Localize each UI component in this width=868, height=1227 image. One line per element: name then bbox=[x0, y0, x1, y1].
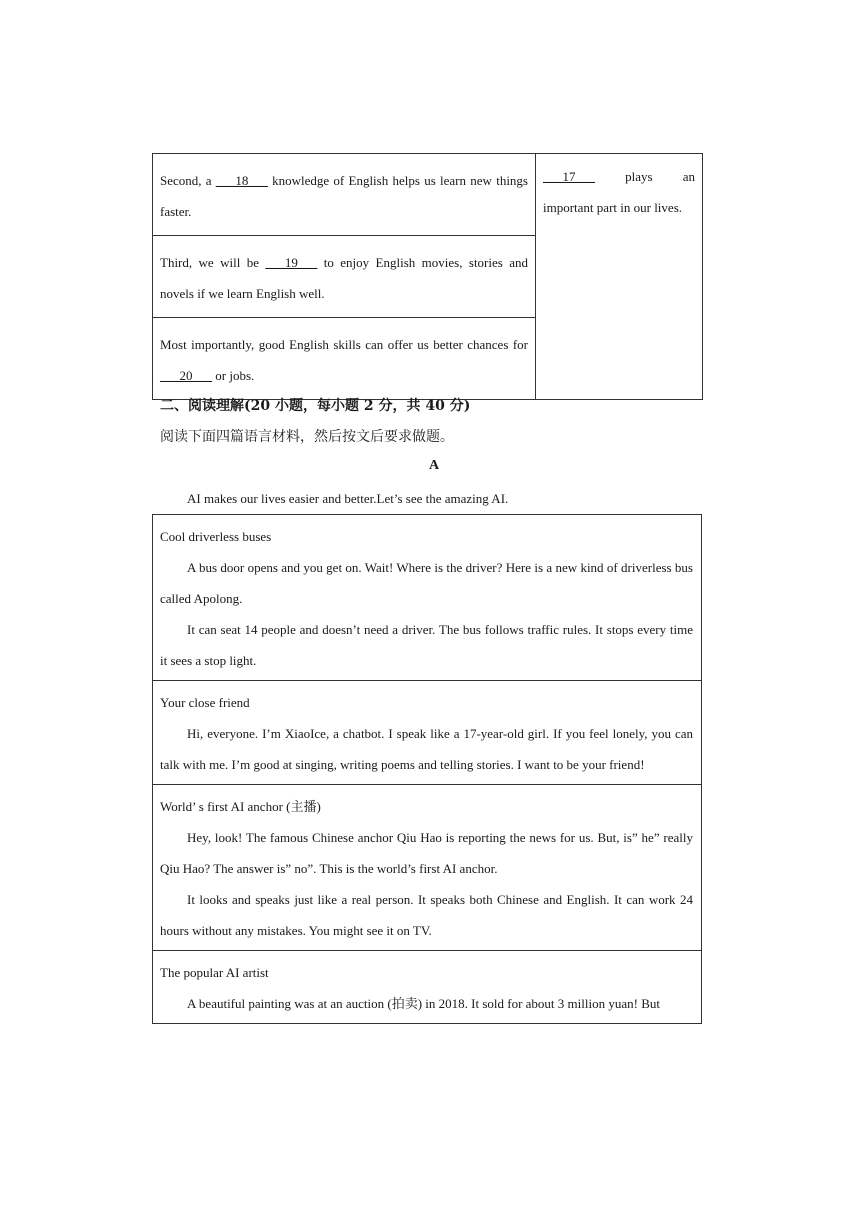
item-paragraph: Hey, look! The famous Chinese anchor Qiu Hao is reporting the news for us. But, is” he” really Qiu Hao? The answer is” no”. This is the world’s first AI anchor. bbox=[160, 830, 693, 876]
blank-17: ___17___ bbox=[543, 169, 595, 184]
item-title: Cool driverless buses bbox=[160, 529, 272, 544]
reading-item bbox=[153, 515, 702, 681]
item-paragraph: It can seat 14 people and doesn’t need a driver. The bus follows traffic rules. It stops every time it sees a stop light. bbox=[160, 622, 693, 668]
cloze-cell-17 bbox=[536, 154, 703, 400]
cell-text: knowledge of English helps us learn new things faster. bbox=[160, 173, 528, 219]
cloze-table bbox=[152, 153, 703, 400]
cell-text: or jobs. bbox=[212, 368, 255, 383]
cell-text: Third, we will be bbox=[160, 255, 266, 270]
table-row bbox=[153, 785, 702, 951]
item-title: World’ s first AI anchor (主播) bbox=[160, 799, 321, 814]
blank-20: ___20___ bbox=[160, 368, 212, 383]
reading-item bbox=[153, 951, 702, 1024]
item-title: Your close friend bbox=[160, 695, 250, 710]
item-paragraph: Hi, everyone. I’m XiaoIce, a chatbot. I speak like a 17-year-old girl. If you feel lonely, you can talk with me. I’m good at singing, writing poems and telling stories. I want to be your friend! bbox=[160, 726, 693, 772]
reading-item bbox=[153, 681, 702, 785]
cell-text: to enjoy English movies, stories and novels if we learn English well. bbox=[160, 255, 528, 301]
table-row bbox=[153, 515, 702, 681]
cell-line: important part in our lives. bbox=[543, 200, 683, 215]
item-paragraph: It looks and speaks just like a real person. It speaks both Chinese and English. It can work 24 hours without any mistakes. You might see it on TV. bbox=[160, 892, 693, 938]
cloze-cell-19 bbox=[153, 236, 536, 318]
item-paragraph: A bus door opens and you get on. Wait! Where is the driver? Here is a new kind of driverless bus called Apolong. bbox=[160, 560, 693, 606]
cloze-cell-20 bbox=[153, 318, 536, 400]
cell-word: plays bbox=[625, 169, 653, 184]
blank-19: ___19___ bbox=[265, 255, 318, 270]
reading-item bbox=[153, 785, 702, 951]
cell-word: an bbox=[682, 169, 695, 184]
table-row bbox=[153, 951, 702, 1024]
section-instruction: 阅读下面四篇语言材料，然后按文后要求做题。 bbox=[160, 429, 454, 445]
cell-text: Most importantly, good English skills can offer us better chances for bbox=[160, 337, 528, 352]
item-title: The popular AI artist bbox=[160, 965, 269, 980]
table-row bbox=[153, 681, 702, 785]
passage-letter: A bbox=[428, 458, 440, 473]
reading-table bbox=[152, 514, 702, 1024]
section-title: 二、阅读理解(20 小题，每小题 2 分，共 40 分) bbox=[160, 398, 471, 414]
cell-line bbox=[543, 161, 695, 192]
item-paragraph: A beautiful painting was at an auction (拍卖) in 2018. It sold for about 3 million yuan! But bbox=[187, 996, 660, 1011]
cell-text: Second, a bbox=[160, 173, 216, 188]
blank-18: ___18___ bbox=[215, 173, 268, 188]
cloze-cell-18 bbox=[153, 154, 536, 236]
passage-intro: AI makes our lives easier and better.Let’s see the amazing AI. bbox=[187, 491, 509, 506]
table-row bbox=[153, 154, 703, 236]
